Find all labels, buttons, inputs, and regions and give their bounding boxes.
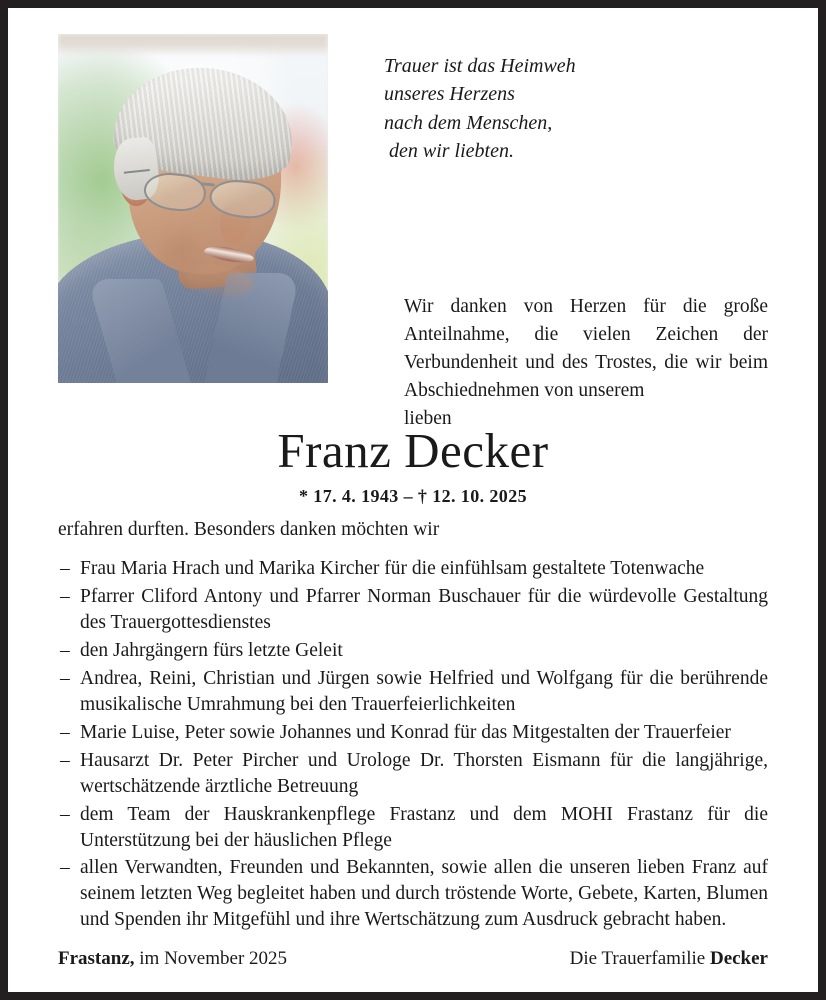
resume-line: erfahren durften. Besonders danken möchten wir — [58, 519, 440, 540]
verse-line-1: Trauer ist das Heimweh — [384, 55, 576, 77]
name-block — [8, 423, 818, 507]
verse-block — [328, 34, 768, 166]
list-item: – dem Team der Hauskrankenpflege Frastanz und dem MOHI Frastanz für die Unterstützung bei der häuslichen Pflege — [58, 802, 768, 854]
list-item: – Frau Maria Hrach und Marika Kircher für die einfühlsam gestaltete Totenwache — [58, 556, 768, 582]
notice-inner — [8, 8, 818, 992]
footer-family-prefix: Die Trauerfamilie — [569, 948, 710, 969]
list-item: – den Jahrgängern fürs letzte Geleit — [58, 638, 768, 664]
thanks-intro-text: Wir danken von Herzen für die große Anteilnahme, die vielen Zeichen der Verbundenheit und des Trostes, die wir beim Abschiednehmen von unserem — [404, 296, 768, 401]
list-item: – allen Verwandten, Freunden und Bekannten, sowie allen die unseren lieben Franz auf seinem letzten Weg begleitet haben und durch tröstende Worte, Gebete, Karten, Blumen und Spenden ihr Mitgefühl und ihre Wertschätzung zum Ausdruck gebracht haben. — [58, 855, 768, 933]
portrait-photo — [58, 34, 328, 383]
thanks-intro-paragraph — [404, 293, 768, 432]
thanks-list — [58, 556, 768, 933]
footer — [58, 948, 768, 970]
life-dates: * 17. 4. 1943 – † 12. 10. 2025 — [299, 486, 527, 506]
photo-ceiling-band — [58, 34, 328, 56]
thanks-intro-last-line: lieben — [404, 407, 452, 429]
verse-line-4: den wir liebten. — [384, 140, 514, 163]
footer-family-name: Decker — [709, 948, 768, 969]
list-item: – Andrea, Reini, Christian und Jürgen sowie Helfried und Wolfgang für die berührende musikalische Umrahmung bei den Trauerfeierlichkeiten — [58, 666, 768, 718]
deceased-name: Franz Decker — [277, 423, 549, 478]
glasses-lens-left — [142, 170, 208, 213]
footer-date: im November 2025 — [134, 948, 288, 969]
list-item: – Marie Luise, Peter sowie Johannes und Konrad für das Mitgestalten der Trauerfeier — [58, 720, 768, 746]
footer-place: Frastanz, — [58, 948, 135, 969]
verse-line-2: unseres Herzens — [384, 83, 515, 106]
list-item: – Hausarzt Dr. Peter Pircher und Urologe Dr. Thorsten Eismann für die langjährige, wertschätzende ärztliche Betreuung — [58, 748, 768, 800]
body-area — [58, 516, 768, 933]
portrait-image — [58, 34, 328, 383]
footer-place-date — [58, 948, 287, 970]
list-item: – Pfarrer Cliford Antony und Pfarrer Norman Buschauer für die würdevolle Gestaltung des Trauergottesdienstes — [58, 584, 768, 636]
footer-family — [570, 948, 768, 970]
verse-line-3: nach dem Menschen, — [384, 111, 553, 134]
